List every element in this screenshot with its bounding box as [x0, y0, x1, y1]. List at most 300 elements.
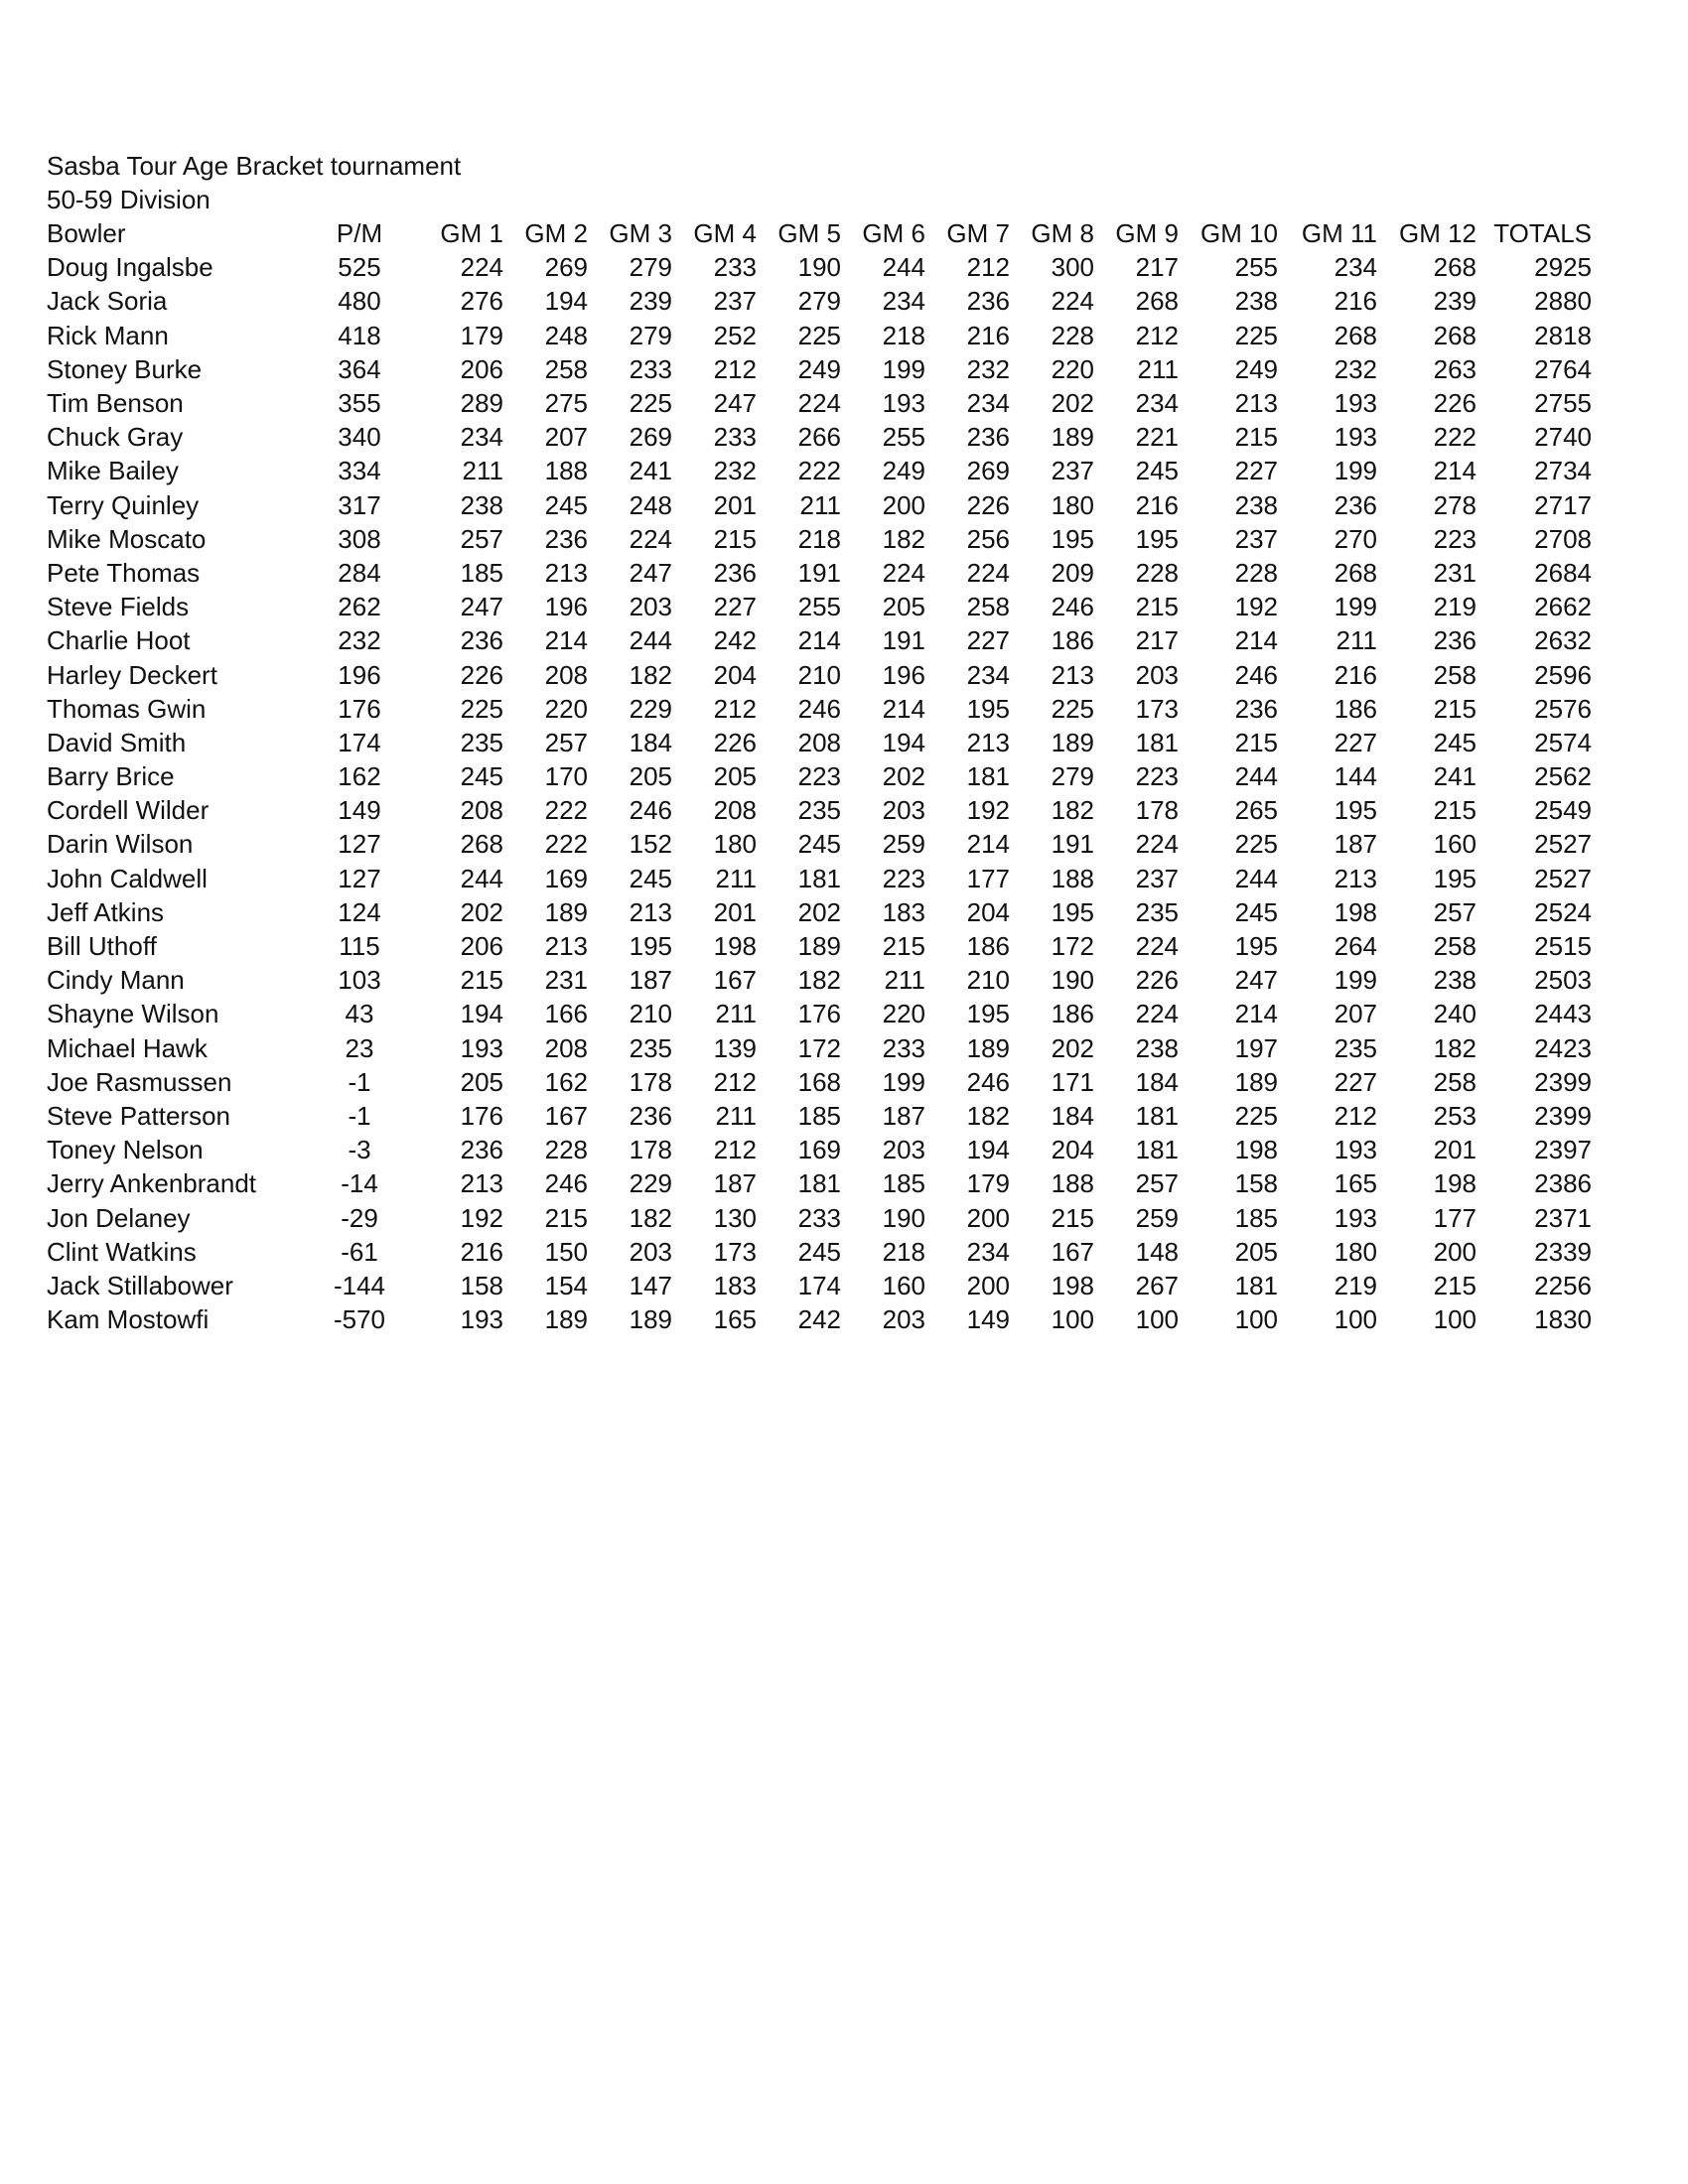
column-header-gm-5: GM 5	[777, 218, 841, 249]
table-row	[0, 352, 1688, 386]
game-score: 139	[713, 1032, 757, 1063]
bowler-name: Pete Thomas	[47, 557, 201, 588]
game-score: 255	[1234, 252, 1278, 283]
game-score: 181	[797, 863, 841, 893]
game-score: 203	[1135, 659, 1179, 690]
game-score: 242	[797, 1304, 841, 1335]
game-score: 228	[1051, 320, 1094, 350]
left-margin-cell	[0, 590, 47, 623]
right-margin-cell	[1592, 556, 1688, 590]
game-score: 268	[1334, 320, 1377, 350]
game-score: 205	[713, 761, 757, 792]
game-score: 214	[544, 625, 588, 656]
total-value: 2708	[1534, 523, 1592, 554]
total-value: 2574	[1534, 727, 1592, 757]
game-score: 181	[1234, 1270, 1278, 1300]
game-score: 185	[460, 557, 503, 588]
game-score: 182	[1051, 795, 1094, 826]
pm-value: 364	[338, 353, 381, 384]
game-score: 100	[1135, 1304, 1179, 1335]
game-score: 193	[1334, 422, 1377, 453]
game-score: 239	[629, 286, 672, 317]
game-score: 168	[797, 1066, 841, 1097]
game-score: 178	[1135, 795, 1179, 826]
table-row	[0, 895, 1688, 929]
game-score: 180	[713, 829, 757, 860]
column-header-gm-7: GM 7	[946, 218, 1010, 249]
game-score: 241	[629, 456, 672, 486]
game-score: 223	[1135, 761, 1179, 792]
game-score: 213	[629, 896, 672, 927]
game-score: 179	[460, 320, 503, 350]
game-score: 245	[460, 761, 503, 792]
game-score: 186	[1334, 693, 1377, 724]
game-score: 173	[713, 1236, 757, 1267]
game-score: 191	[797, 557, 841, 588]
game-score: 184	[1135, 1066, 1179, 1097]
game-score: 234	[1334, 252, 1377, 283]
game-score: 218	[882, 1236, 925, 1267]
right-margin-cell	[1592, 827, 1688, 861]
game-score: 202	[1051, 388, 1094, 419]
left-margin-cell	[0, 454, 47, 487]
bowler-name: Harley Deckert	[47, 659, 217, 690]
game-score: 182	[629, 659, 672, 690]
game-score: 279	[629, 252, 672, 283]
game-score: 191	[882, 625, 925, 656]
left-margin-cell	[0, 1031, 47, 1065]
right-margin-cell	[1592, 386, 1688, 420]
game-score: 214	[966, 829, 1010, 860]
game-score: 264	[1334, 931, 1377, 962]
column-header-gm-10: GM 10	[1199, 218, 1278, 249]
game-score: 236	[966, 422, 1010, 453]
game-score: 198	[1334, 896, 1377, 927]
game-score: 217	[1135, 625, 1179, 656]
bowler-name: John Caldwell	[47, 863, 208, 893]
game-score: 218	[882, 320, 925, 350]
game-score: 249	[797, 353, 841, 384]
pm-value: -14	[341, 1168, 378, 1199]
game-score: 224	[1051, 286, 1094, 317]
game-score: 170	[544, 761, 588, 792]
game-score: 229	[629, 693, 672, 724]
game-score: 192	[1234, 592, 1278, 622]
game-score: 220	[544, 693, 588, 724]
game-score: 149	[966, 1304, 1010, 1335]
game-score: 246	[544, 1168, 588, 1199]
table-row	[0, 657, 1688, 691]
game-score: 231	[544, 965, 588, 996]
bowler-name: Jeff Atkins	[47, 896, 165, 927]
game-score: 227	[713, 592, 757, 622]
table-row	[0, 692, 1688, 726]
game-score: 130	[713, 1202, 757, 1233]
right-margin-cell	[1592, 1099, 1688, 1133]
game-score: 246	[797, 693, 841, 724]
game-score: 224	[629, 523, 672, 554]
game-score: 211	[462, 456, 503, 486]
game-score: 200	[882, 489, 925, 520]
game-score: 214	[797, 625, 841, 656]
game-score: 216	[1135, 489, 1179, 520]
game-score: 226	[713, 727, 757, 757]
game-score: 185	[882, 1168, 925, 1199]
game-score: 236	[629, 1100, 672, 1131]
column-header-p-m: P/M	[336, 218, 383, 249]
table-row	[0, 1031, 1688, 1065]
game-score: 244	[1234, 863, 1278, 893]
game-score: 269	[629, 422, 672, 453]
game-score: 211	[715, 999, 757, 1029]
total-value: 2925	[1534, 252, 1592, 283]
game-score: 144	[1334, 761, 1377, 792]
game-score: 224	[797, 388, 841, 419]
game-score: 187	[1334, 829, 1377, 860]
game-score: 222	[544, 795, 588, 826]
game-score: 100	[1234, 1304, 1278, 1335]
game-score: 252	[713, 320, 757, 350]
game-score: 204	[713, 659, 757, 690]
table-row	[0, 1065, 1688, 1099]
pm-value: 115	[339, 931, 380, 962]
left-margin-cell	[0, 284, 47, 318]
game-score: 276	[460, 286, 503, 317]
column-header-gm-4: GM 4	[693, 218, 757, 249]
game-score: 193	[460, 1304, 503, 1335]
game-score: 197	[1234, 1032, 1278, 1063]
game-score: 240	[1433, 999, 1477, 1029]
game-score: 222	[544, 829, 588, 860]
score-rows	[0, 250, 1688, 1336]
bowler-name: Thomas Gwin	[47, 693, 207, 724]
pm-value: -1	[348, 1066, 371, 1097]
game-score: 227	[1234, 456, 1278, 486]
game-score: 190	[882, 1202, 925, 1233]
game-score: 162	[544, 1066, 588, 1097]
game-score: 246	[1051, 592, 1094, 622]
game-score: 215	[713, 523, 757, 554]
document-title: Sasba Tour Age Bracket tournament	[47, 151, 462, 181]
game-score: 233	[882, 1032, 925, 1063]
game-score: 212	[713, 693, 757, 724]
pm-value: -1	[348, 1100, 371, 1131]
left-margin-cell	[0, 929, 47, 963]
game-score: 258	[966, 592, 1010, 622]
right-margin-cell	[1592, 250, 1688, 284]
game-score: 257	[1135, 1168, 1179, 1199]
right-margin-cell	[1592, 623, 1688, 657]
right-margin-cell	[1592, 1200, 1688, 1234]
right-margin-cell	[1592, 692, 1688, 726]
pm-value: 317	[338, 489, 381, 520]
game-score: 166	[544, 999, 588, 1029]
pm-value: 284	[338, 557, 381, 588]
game-score: 237	[713, 286, 757, 317]
game-score: 152	[629, 829, 672, 860]
total-value: 2527	[1534, 863, 1592, 893]
bowler-name: Barry Brice	[47, 761, 175, 792]
game-score: 192	[966, 795, 1010, 826]
game-score: 234	[882, 286, 925, 317]
left-margin-cell	[0, 623, 47, 657]
game-score: 172	[1051, 931, 1094, 962]
right-margin-cell	[1592, 352, 1688, 386]
game-score: 227	[1334, 1066, 1377, 1097]
bowler-name: Kam Mostowfi	[47, 1304, 210, 1335]
game-score: 226	[460, 659, 503, 690]
game-score: 236	[1234, 693, 1278, 724]
game-score: 216	[1334, 286, 1377, 317]
table-row	[0, 1200, 1688, 1234]
game-score: 226	[1135, 965, 1179, 996]
game-score: 241	[1433, 761, 1477, 792]
pm-value: 176	[338, 693, 381, 724]
bowler-name: Jerry Ankenbrandt	[47, 1168, 257, 1199]
bowler-name: Joe Rasmussen	[47, 1066, 232, 1097]
right-margin-cell	[1592, 454, 1688, 487]
game-score: 203	[882, 795, 925, 826]
game-score: 263	[1433, 353, 1477, 384]
game-score: 180	[1334, 1236, 1377, 1267]
total-value: 2397	[1534, 1135, 1592, 1165]
right-margin-cell	[1592, 1065, 1688, 1099]
pm-value: 340	[338, 422, 381, 453]
game-score: 247	[460, 592, 503, 622]
game-score: 267	[1135, 1270, 1179, 1300]
table-row	[0, 1133, 1688, 1166]
game-score: 279	[1051, 761, 1094, 792]
table-row	[0, 284, 1688, 318]
game-score: 208	[544, 1032, 588, 1063]
game-score: 207	[544, 422, 588, 453]
game-score: 148	[1135, 1236, 1179, 1267]
left-margin-cell	[0, 1269, 47, 1302]
game-score: 190	[797, 252, 841, 283]
right-margin-cell	[1592, 420, 1688, 454]
game-score: 218	[797, 523, 841, 554]
game-score: 187	[882, 1100, 925, 1131]
bowler-name: Mike Bailey	[47, 456, 179, 486]
game-score: 210	[966, 965, 1010, 996]
game-score: 222	[797, 456, 841, 486]
pm-value: 149	[338, 795, 381, 826]
game-score: 193	[1334, 388, 1377, 419]
total-value: 2443	[1534, 999, 1592, 1029]
table-row	[0, 590, 1688, 623]
game-score: 160	[1433, 829, 1477, 860]
pm-value: -29	[341, 1202, 378, 1233]
table-row	[0, 319, 1688, 352]
game-score: 189	[797, 931, 841, 962]
game-score: 180	[1051, 489, 1094, 520]
game-score: 199	[1334, 456, 1377, 486]
game-score: 203	[882, 1135, 925, 1165]
total-value: 2527	[1534, 829, 1592, 860]
game-score: 199	[882, 353, 925, 384]
division-label: 50-59 Division	[47, 185, 211, 214]
game-score: 225	[797, 320, 841, 350]
game-score: 259	[1135, 1202, 1179, 1233]
game-score: 238	[1135, 1032, 1179, 1063]
game-score: 182	[1433, 1032, 1477, 1063]
game-score: 237	[1234, 523, 1278, 554]
game-score: 247	[1234, 965, 1278, 996]
game-score: 279	[629, 320, 672, 350]
game-score: 195	[966, 999, 1010, 1029]
table-row	[0, 759, 1688, 793]
pm-value: 232	[338, 625, 381, 656]
game-score: 215	[882, 931, 925, 962]
game-score: 199	[882, 1066, 925, 1097]
total-value: 2818	[1534, 320, 1592, 350]
pm-value: -3	[348, 1135, 371, 1165]
game-score: 205	[629, 761, 672, 792]
game-score: 258	[544, 353, 588, 384]
game-score: 236	[1334, 489, 1377, 520]
game-score: 239	[1433, 286, 1477, 317]
right-margin-cell	[1592, 793, 1688, 827]
game-score: 213	[544, 557, 588, 588]
left-margin-cell	[0, 895, 47, 929]
game-score: 189	[629, 1304, 672, 1335]
table-row	[0, 1302, 1688, 1336]
game-score: 222	[1433, 422, 1477, 453]
game-score: 225	[1234, 320, 1278, 350]
game-score: 245	[1234, 896, 1278, 927]
right-margin-cell	[1592, 963, 1688, 997]
total-value: 2717	[1534, 489, 1592, 520]
game-score: 100	[1433, 1304, 1477, 1335]
game-score: 228	[1135, 557, 1179, 588]
table-row	[0, 488, 1688, 522]
right-margin-cell	[1592, 929, 1688, 963]
game-score: 224	[460, 252, 503, 283]
game-score: 257	[460, 523, 503, 554]
game-score: 185	[797, 1100, 841, 1131]
table-row	[0, 1235, 1688, 1269]
header-row	[0, 216, 1688, 250]
game-score: 195	[1135, 523, 1179, 554]
game-score: 219	[1433, 592, 1477, 622]
left-margin-cell	[0, 319, 47, 352]
total-value: 2632	[1534, 625, 1592, 656]
column-header-bowler: Bowler	[47, 218, 126, 249]
game-score: 189	[966, 1032, 1010, 1063]
game-score: 289	[460, 388, 503, 419]
game-score: 172	[797, 1032, 841, 1063]
game-score: 226	[1433, 388, 1477, 419]
game-score: 181	[1135, 1135, 1179, 1165]
total-value: 2562	[1534, 761, 1592, 792]
game-score: 255	[882, 422, 925, 453]
game-score: 213	[1234, 388, 1278, 419]
total-value: 2764	[1534, 353, 1592, 384]
right-margin-cell	[1592, 1302, 1688, 1336]
left-margin-cell	[0, 250, 47, 284]
game-score: 193	[882, 388, 925, 419]
game-score: 275	[544, 388, 588, 419]
table-row	[0, 386, 1688, 420]
pm-value: -61	[341, 1236, 378, 1267]
game-score: 244	[460, 863, 503, 893]
game-score: 224	[1135, 999, 1179, 1029]
bowler-name: Bill Uthoff	[47, 931, 157, 962]
game-score: 186	[966, 931, 1010, 962]
game-score: 216	[1334, 659, 1377, 690]
game-score: 235	[797, 795, 841, 826]
game-score: 221	[1135, 422, 1179, 453]
game-score: 232	[966, 353, 1010, 384]
game-score: 212	[1135, 320, 1179, 350]
game-score: 247	[629, 557, 672, 588]
game-score: 181	[966, 761, 1010, 792]
bowler-name: Jack Stillabower	[47, 1270, 233, 1300]
bowler-name: Stoney Burke	[47, 353, 203, 384]
game-score: 234	[966, 388, 1010, 419]
bowler-name: Cordell Wilder	[47, 795, 210, 826]
game-score: 235	[1135, 896, 1179, 927]
left-margin-cell	[0, 420, 47, 454]
right-margin-cell	[1592, 284, 1688, 318]
total-value: 2399	[1534, 1100, 1592, 1131]
pm-value: 308	[338, 523, 381, 554]
game-score: 214	[1234, 999, 1278, 1029]
game-score: 206	[460, 931, 503, 962]
game-score: 236	[713, 557, 757, 588]
total-value: 2684	[1534, 557, 1592, 588]
game-score: 248	[544, 320, 588, 350]
game-score: 237	[1051, 456, 1094, 486]
game-score: 225	[460, 693, 503, 724]
game-score: 205	[1234, 1236, 1278, 1267]
left-margin-cell	[0, 997, 47, 1030]
game-score: 215	[1433, 1270, 1477, 1300]
pm-value: 127	[338, 829, 381, 860]
game-score: 259	[882, 829, 925, 860]
right-margin-cell	[1592, 590, 1688, 623]
game-score: 198	[1234, 1135, 1278, 1165]
game-score: 279	[797, 286, 841, 317]
game-score: 237	[1135, 863, 1179, 893]
left-margin-cell	[0, 1099, 47, 1133]
pm-value: 23	[345, 1032, 374, 1063]
game-score: 209	[1051, 557, 1094, 588]
game-score: 169	[797, 1135, 841, 1165]
table-row	[0, 522, 1688, 556]
bowler-name: Rick Mann	[47, 320, 169, 350]
game-score: 179	[966, 1168, 1010, 1199]
game-score: 220	[882, 999, 925, 1029]
game-score: 233	[713, 252, 757, 283]
game-score: 215	[1135, 592, 1179, 622]
game-score: 258	[1433, 659, 1477, 690]
game-score: 189	[1234, 1066, 1278, 1097]
column-header-gm-6: GM 6	[862, 218, 925, 249]
right-margin-cell	[1592, 862, 1688, 895]
game-score: 202	[882, 761, 925, 792]
game-score: 256	[966, 523, 1010, 554]
game-score: 201	[713, 489, 757, 520]
table-row	[0, 963, 1688, 997]
table-row	[0, 1269, 1688, 1302]
total-value: 2549	[1534, 795, 1592, 826]
left-margin-cell	[0, 386, 47, 420]
game-score: 200	[1433, 1236, 1477, 1267]
game-score: 213	[1051, 659, 1094, 690]
table-row	[0, 623, 1688, 657]
game-score: 215	[1051, 1202, 1094, 1233]
